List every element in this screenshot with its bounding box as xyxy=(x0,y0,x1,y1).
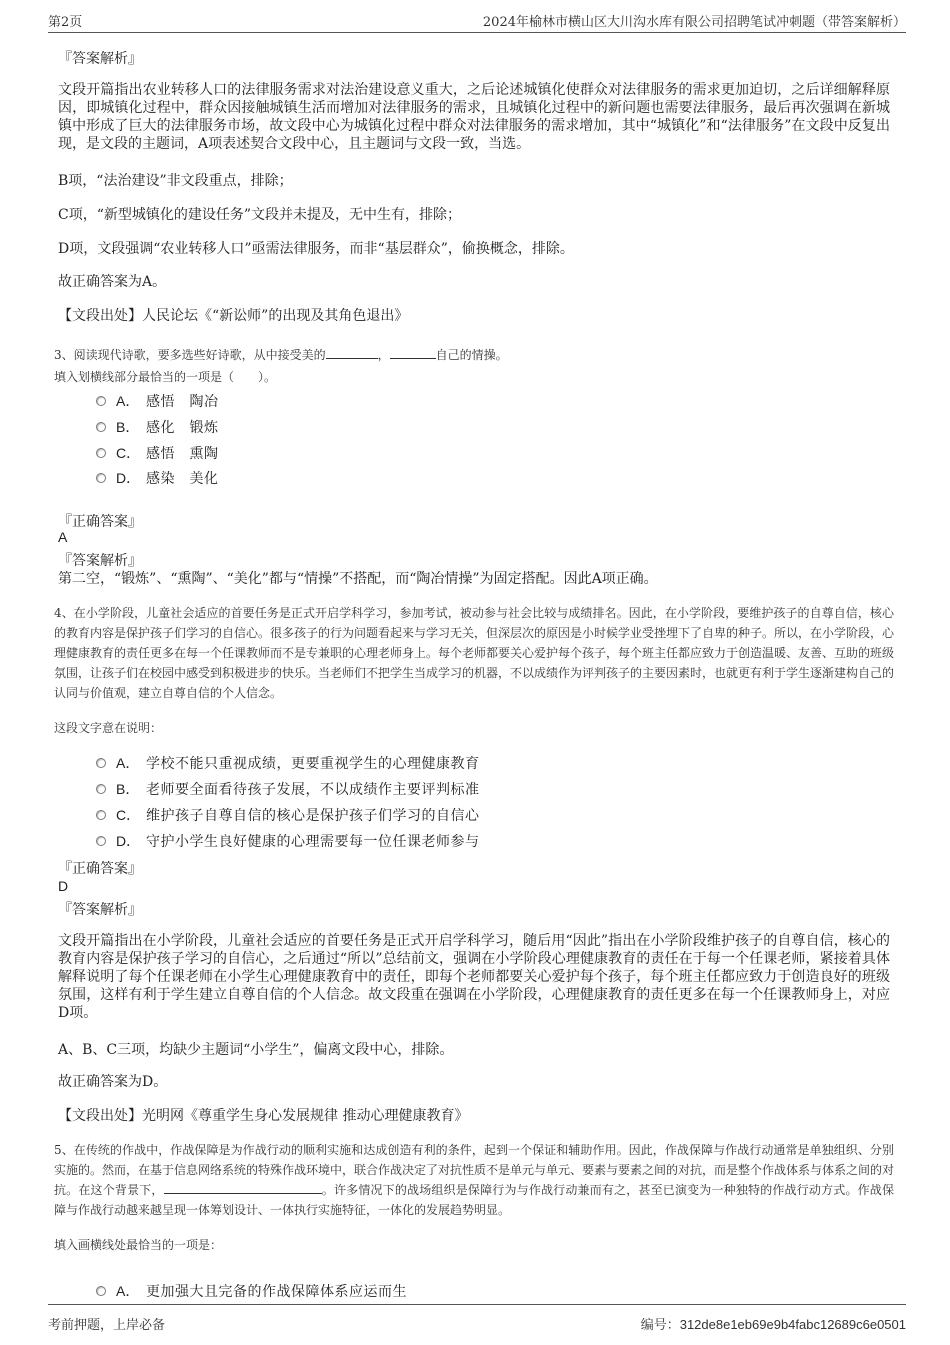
q3-correct-answer: A xyxy=(58,529,68,545)
q3-option-d[interactable]: D． 感染 美化 xyxy=(96,468,219,488)
q5-option-a[interactable]: A． 更加强大且完备的作战保障体系应运而生 xyxy=(96,1284,407,1298)
page-number: 第2页 xyxy=(48,15,83,30)
document-code: 编号：312de8e1eb69e9b4fabc12689c6e0501 xyxy=(640,1317,906,1333)
q4-option-b[interactable]: B． 老师要全面看待孩子发展，不以成绩作主要评判标准 xyxy=(96,779,480,799)
q4-correct-label: 『正确答案』 xyxy=(58,861,142,877)
q2-source: 【文段出处】人民论坛《“新讼师”的出现及其角色退出》 xyxy=(58,308,409,324)
q2-conclusion: 故正确答案为A。 xyxy=(58,274,167,290)
q4-option-a[interactable]: A． 学校不能只重视成绩，更要重视学生的心理健康教育 xyxy=(96,753,480,773)
q4-conclusion: 故正确答案为D。 xyxy=(58,1074,168,1090)
q2-option-b-analysis: B项，“法治建设”非文段重点，排除； xyxy=(58,173,293,189)
page-footer xyxy=(48,1304,906,1341)
q4-analysis-label: 『答案解析』 xyxy=(58,902,142,918)
q5-question: 填入画横线处最恰当的一项是： xyxy=(54,1238,223,1252)
q3-option-b[interactable]: B． 感化 锻炼 xyxy=(96,417,219,437)
q2-analysis-text: 文段开篇指出农业转移人口的法律服务需求对法治建设意义重大，之后论述城镇化使群众对法律服务的需求更加迫切，之后详细解释原因，即城镇化过程中，群众因接触城镇生活而增加对法律服务的需求，且城镇化过程中的新问题也需要法律服务，最后再次强调在新城镇中形成了巨大的法律服务市场，故文段中心为城镇化过程中群众对法律服务的需求增加，其中“城镇化”和“法律服务”在文段中反复出现，是文段的主题词，A项表述契合文段中心，且主题词与文段一致，当选。 xyxy=(58,82,890,152)
radio-icon[interactable] xyxy=(96,1286,106,1296)
q4-correct-answer: D xyxy=(58,878,69,894)
q3-analysis-label: 『答案解析』 xyxy=(58,553,142,569)
radio-icon[interactable] xyxy=(96,810,106,820)
radio-icon[interactable] xyxy=(96,448,106,458)
radio-icon[interactable] xyxy=(96,396,106,406)
q3-blank-2 xyxy=(390,346,436,359)
q4-stem: 4、在小学阶段，儿童社会适应的首要任务是正式开启学科学习，参加考试，被动参与社会比较与成绩排名。因此，在小学阶段，要维护孩子的自尊自信，核心的教育内容是保护孩子们学习的自信心。很多孩子的行为问题看起来与学习无关，但深层次的原因是小时候学业受挫埋下了自卑的种子。所以，在小学阶段，心理健康教育的责任更多在每一个任课教师而不是专兼职的心理老师身上。每个老师都要关心爱护每个孩子，每个班主任都应致力于创造温暖、友善、互助的班级氛围，让孩子们在校园中感受到积极进步的快乐。当老师们不把学生当成学习的机器，不以成绩作为评判孩子的主要因素时，也就更有利于学生逐渐建构自己的认同与价值观，建立自尊自信的个人信念。 xyxy=(54,606,895,700)
q4-question: 这段文字意在说明： xyxy=(54,721,163,735)
radio-icon[interactable] xyxy=(96,422,106,432)
q3-option-c[interactable]: C． 感悟 熏陶 xyxy=(96,443,219,463)
q4-source: 【文段出处】光明网《尊重学生身心发展规律 推动心理健康教育》 xyxy=(58,1108,469,1124)
q2-option-d-analysis: D项，文段强调“农业转移人口”亟需法律服务，而非“基层群众”，偷换概念，排除。 xyxy=(58,241,574,257)
q3-correct-label: 『正确答案』 xyxy=(58,514,142,530)
radio-icon[interactable] xyxy=(96,836,106,846)
page-header xyxy=(48,8,906,33)
document-title: 2024年榆林市横山区大川沟水库有限公司招聘笔试冲刺题（带答案解析） xyxy=(482,15,906,30)
radio-icon[interactable] xyxy=(96,784,106,794)
q5-stem: 5、在传统的作战中，作战保障是为作战行动的顺利实施和达成创造有利的条件，起到一个保证和辅助作用。因此，作战保障与作战行动通常是单独组织、分别实施的。然而，在基于信息网络系统的特殊作战环境中，联合作战决定了对抗性质不是单元与单元、要素与要素之间的对抗，而是整个作战体系与体系之间的对抗。在这个背景下， 。许多情况下的战场组织是保障行为与作战行动兼而有之，甚至已演变为一种独特的作战行动方式。作战保障与作战行动越来越呈现一体筹划设计、一体执行实施特征，一体化的发展趋势明显。 xyxy=(54,1143,895,1217)
q4-analysis-text: 文段开篇指出在小学阶段，儿童社会适应的首要任务是正式开启学科学习，随后用“因此”指出在小学阶段维护孩子的自尊自信，核心的教育内容是保护孩子学习的自信心，之后通过“所以”总结前文，强调在小学阶段心理健康教育的责任在于每一个任课老师，紧接着具体解释说明了每个任课老师在小学生心理健康教育中的责任，即每个老师都要关心爱护每个孩子，每个班主任都应致力于创造良好的班级氛围，这样有利于学生建立自尊自信的个人信念。故文段重在强调在小学阶段，心理健康教育的责任更多在每一个任课教师身上，对应D项。 xyxy=(58,933,890,1021)
radio-icon[interactable] xyxy=(96,758,106,768)
q5-blank xyxy=(164,1181,322,1194)
q3-instruction: 填入划横线部分最恰当的一项是（ ）。 xyxy=(54,370,277,384)
q4-option-d[interactable]: D． 守护小学生良好健康的心理需要每一位任课老师参与 xyxy=(96,831,480,851)
radio-icon[interactable] xyxy=(96,473,106,483)
q3-option-a[interactable]: A． 感悟 陶冶 xyxy=(96,391,219,411)
q4-abc-analysis: A、B、C三项，均缺少主题词“小学生”，偏离文段中心，排除。 xyxy=(58,1042,454,1058)
q2-option-c-analysis: C项，“新型城镇化的建设任务”文段并未提及，无中生有，排除； xyxy=(58,207,462,223)
q2-analysis-label: 『答案解析』 xyxy=(58,51,142,67)
q3-blank-1 xyxy=(326,346,378,359)
q3-analysis-text: 第二空，“锻炼”、“熏陶”、“美化”都与“情操”不搭配，而“陶冶情操”为固定搭配。因此A项正确。 xyxy=(58,571,658,587)
q3-stem: 3、阅读现代诗歌，要多选些好诗歌，从中接受美的 ， 自己的情操。 xyxy=(54,348,508,362)
q4-option-c[interactable]: C． 维护孩子自尊自信的核心是保护孩子们学习的自信心 xyxy=(96,805,480,825)
footer-slogan: 考前押题，上岸必备 xyxy=(48,1318,166,1333)
